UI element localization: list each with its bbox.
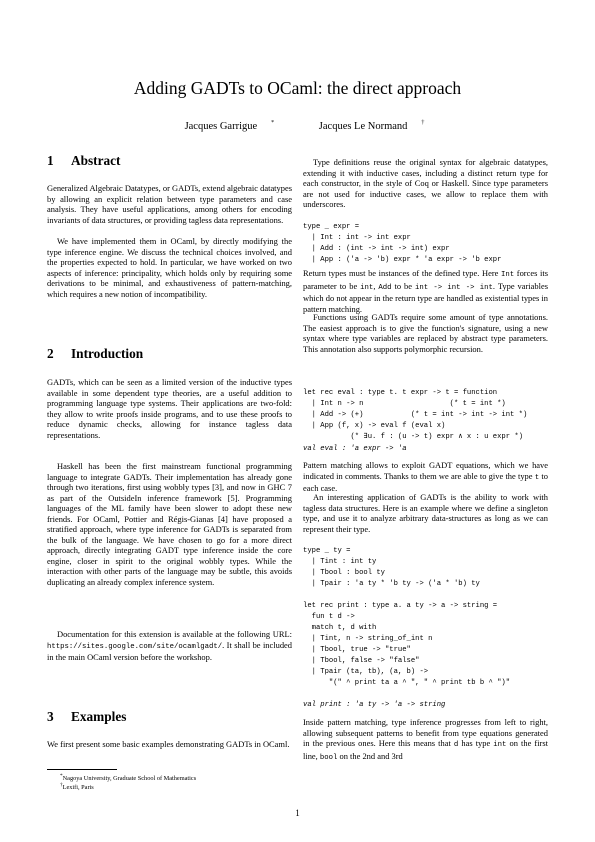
section-heading-examples: 3 Examples [47, 709, 127, 724]
section-heading-abstract: 1 Abstract [47, 153, 121, 168]
code-output-print: val print : 'a ty -> 'a -> string [303, 701, 446, 709]
intro-paragraph: Documentation for this extension is available at the following URL: https://sites.google.com/site/ocamlgadt/. It shall be included in the main OCaml version before the workshop. [47, 629, 292, 663]
code-block-type-expr: type _ expr = | Int : int -> int expr | Add : (int -> int -> int) expr | App : ('a -> 'b) expr * 'a expr -> 'b expr [303, 223, 502, 264]
author-list [0, 120, 595, 132]
body-paragraph: Return types must be instances of the defined type. Here Int forces its parameter to be int, Add to be int -> int -> int. Type variables which do not appear in the return type are handled as existential types in pattern matching. [303, 268, 548, 314]
code-block-eval: let rec eval : type t. t expr -> t = function | Int n -> n (* t = int *) | Add -> (+) (* t = int -> int -> int *) | App (f, x) -> eval f (eval x) (* ∃u. f : (u -> t) expr ∧ x : u expr *) [303, 389, 528, 441]
code-block-print: type _ ty = | Tint : int ty | Tbool : bool ty | Tpair : 'a ty * 'b ty -> ('a * 'b) ty let rec print : type a. a ty -> a -> string = fun t d -> match t, d with | Tint, n -> string_of_int n | Tbool, true -> "true" | Tbool, false -> "false" | Tpair (ta, tb), (a, b) -> "(" ^ print ta a ^ ", " ^ print tb b ^ ")" [303, 547, 511, 687]
body-paragraph: Functions using GADTs require some amount of type annotations. The easiest approach is to give the function's signature, using a new syntax where type variables are replaced by abstract type parameters. This annotation also supports polymorphic recursion. [303, 312, 548, 354]
body-paragraph: An interesting application of GADTs is the ability to work with tagless data structures. Here is an example where we define a singleton type, and use it to analyze arbitrary data-structures as long as we can represent their type. [303, 492, 548, 534]
footnote-rule [47, 769, 117, 770]
section-heading-introduction: 2 Introduction [47, 346, 144, 361]
examples-paragraph: We first present some basic examples demonstrating GADTs in OCaml. [47, 739, 290, 749]
author: Jacques Garrigue * [184, 120, 275, 132]
documentation-url[interactable]: https://sites.google.com/site/ocamlgadt/ [47, 642, 223, 651]
code-output-eval: val eval : 'a expr -> 'a [303, 445, 407, 453]
body-paragraph: Type definitions reuse the original syntax for algebraic datatypes, extending it with inductive cases, including a distinct return type for each constructor, in the style of Coq or Haskell. Since type parameters are not used for inductive cases, we allow to replace them with underscores. [303, 157, 548, 210]
abstract-paragraph: Generalized Algebraic Datatypes, or GADTs, extend algebraic datatypes by allowing an explicit relation between type parameters and case analysis. They have useful applications, among others for encoding invariants of data structures, or providing tagless data representations. [47, 183, 292, 225]
body-paragraph: Pattern matching allows to exploit GADT equations, which we have indicated in comments. Thanks to them we are able to give the type t to each case. [303, 460, 548, 494]
abstract-paragraph: We have implemented them in OCaml, by directly modifying the type inference engine. We discuss the technical choices involved, and the properties expected to hold. In particular, we have worked on two aspects of inference: principality, which holds only by requiring some derivations to be minimal, and exhaustiveness of pattern-matching, which requires a new notion of incompatibility. [47, 236, 292, 299]
paper-title: Adding GADTs to OCaml: the direct approach [133, 78, 462, 98]
footnote: †Lexifi, Paris [60, 782, 94, 792]
footnote: *Nagoya University, Graduate School of Mathematics [60, 773, 197, 783]
page-number: 1 [295, 808, 300, 818]
body-paragraph: Inside pattern matching, type inference progresses from left to right, allowing subsequent patterns to benefit from type equations generated in the previous ones. Here this means that d has type int on the first line, bool on the 2nd and 3rd [303, 717, 548, 762]
author: Jacques Le Normand † [318, 120, 425, 132]
intro-paragraph: GADTs, which can be seen as a limited version of the inductive types available in some dependent type theories, are a useful addition to programming language type systems. Their applications are two-fold: they allow to write proofs inside programs, and to use these proofs to reduce dynamic checks, allowing for instance tagless data representations. [47, 377, 292, 440]
intro-paragraph: Haskell has been the first mainstream functional programming language to integrate GADTs. Their implementation has already gone through two iterations, first using wobbly types [3], and now in GHC 7 as part of the OutsideIn inference framework [5]. Programming languages of the ML family have been slower to adopt these new friends. For OCaml, Pottier and Régis-Gianas [4] have proposed a stratified approach, where type inference for GADTs is separated from the bulk of the language. We have chosen to go for a more direct approach, directly integrating GADT type inference inside the core engine, closer in spirit to the original wobbly types. While the interaction with other parts of the language may be subtle, this avoids duplicating an already complex inference system. [47, 461, 292, 588]
